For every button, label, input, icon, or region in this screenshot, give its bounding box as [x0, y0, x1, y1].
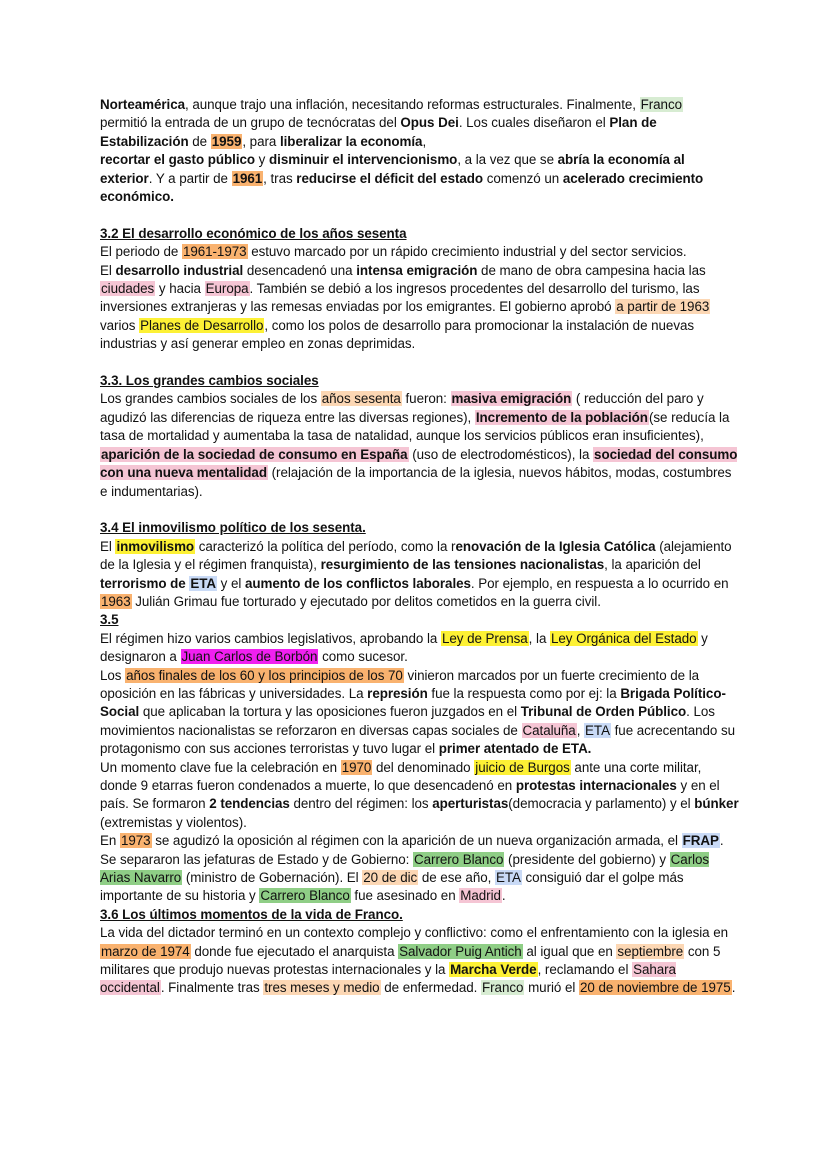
highlight-person: Salvador Puig Antich	[399, 943, 522, 959]
text-run: (presidente del gobierno) y	[504, 851, 670, 867]
highlight-person: Franco	[640, 97, 683, 112]
text-run: , como los polos de desarrollo para promocionar la instalación de nuevas industrias y así generar empleo en zonas deprimidas.	[100, 317, 695, 352]
keyword: 2 tendencias	[209, 796, 290, 812]
text-run: desencadenó una	[243, 262, 357, 278]
text-run: y	[255, 152, 270, 168]
text-run: ( reducción del paro y agudizó las diferencias de riqueza entre las diversas regiones),	[100, 391, 704, 425]
keyword: Opus Dei	[400, 115, 459, 131]
highlight-date: 1961	[232, 170, 263, 186]
keyword: enovación de la Iglesia Católica	[455, 538, 656, 554]
section-heading-3-3: 3.3. Los grandes cambios sociales	[100, 373, 319, 389]
text-run: de	[188, 133, 211, 149]
highlight-date: 20 de dic	[363, 870, 418, 886]
keyword: resurgimiento de las tensiones nacionalistas	[320, 557, 605, 573]
text-run: En	[100, 833, 120, 849]
keyword: protestas internacionales	[515, 777, 677, 793]
highlight-event: Marcha Verde	[450, 962, 537, 978]
text-run: (se reducía la tasa de mortalidad y aumentaba la tasa de natalidad, aunque los servicios públicos eran insuficientes),	[100, 409, 730, 444]
keyword: terrorismo de	[100, 575, 190, 591]
text-run: ,	[576, 722, 585, 738]
paragraph-gap	[100, 354, 740, 372]
keyword: búnker	[694, 796, 739, 812]
highlight-law: Planes de Desarrollo	[140, 317, 264, 333]
keyword: disminuir el intervencionismo	[269, 152, 458, 168]
highlight-place: Cataluña	[522, 722, 576, 738]
keyword: intensa emigración	[356, 262, 478, 278]
text-run: del denominado	[372, 759, 475, 775]
text-run: Un momento clave fue la celebración en	[100, 759, 341, 775]
text-run: Julián Grimau fue torturado y ejecutado por delitos cometidos en la guerra civil.	[131, 593, 601, 609]
highlight-organization: ETA	[190, 575, 216, 591]
text-run: , aunque trajo una inflación, necesitando reformas estructurales. Finalmente,	[185, 97, 640, 112]
keyword: aperturistas	[432, 796, 509, 812]
text-run: , tras	[263, 170, 297, 186]
text-run: de ese año,	[418, 870, 495, 886]
highlight-place: Sahara occidental	[100, 962, 676, 996]
paragraph-gap	[100, 501, 740, 519]
document-page	[100, 96, 740, 998]
text-run: donde fue ejecutado el anarquista	[190, 943, 399, 959]
highlight-place: Europa	[205, 281, 249, 297]
keyword: abría la economía al exterior	[100, 152, 685, 186]
section-3-4-paragraph	[100, 538, 740, 612]
text-run: con 5 militares que produjo nuevas protestas internacionales y la	[100, 943, 721, 978]
paragraph-gap	[100, 206, 740, 224]
highlight-keyword: sociedad del consumo con una nueva mentalidad	[100, 446, 738, 481]
text-run: (uso de electrodomésticos), la	[408, 446, 594, 462]
section-heading-3-6: 3.6 Los últimos momentos de la vida de Franco.	[100, 906, 403, 922]
highlight-organization: ETA	[495, 870, 521, 886]
text-run: , para	[242, 133, 280, 149]
highlight-place: Madrid	[460, 888, 501, 904]
section-3-5-paragraph-4	[100, 832, 740, 906]
text-run: dentro del régimen: los	[289, 796, 433, 812]
section-3-3-paragraph	[100, 390, 740, 500]
highlight-keyword: Incremento de la población	[475, 409, 648, 425]
text-run: Los grandes cambios sociales de los	[100, 391, 321, 407]
highlight-event: juicio de Burgos	[475, 759, 570, 775]
text-run: fueron:	[401, 391, 451, 407]
highlight-date: tres meses y medio	[264, 980, 380, 996]
highlight-date: años sesenta	[321, 391, 401, 407]
text-run: El	[100, 538, 116, 554]
text-run: , la aparición del	[604, 557, 701, 573]
text-run: , reclamando el	[537, 962, 633, 978]
text-run: , a la vez que se	[457, 152, 558, 168]
keyword: Plan de Estabilización	[100, 115, 657, 149]
text-run: como sucesor.	[318, 649, 408, 665]
highlight-date: a partir de 1963	[616, 299, 710, 315]
text-run: vinieron marcados por un fuerte crecimiento de la oposición en las fábricas y universidades. La	[100, 667, 700, 701]
keyword: liberalizar la economía	[279, 133, 423, 149]
highlight-date: 1959	[211, 133, 242, 149]
keyword: Tribunal de Orden Público	[520, 704, 687, 720]
text-run: . Los movimientos nacionalistas se reforzaron en diversas capas sociales de	[100, 704, 715, 738]
highlight-date: 20 de noviembre de 1975	[579, 980, 731, 996]
text-run: . Finalmente tras	[160, 980, 264, 996]
highlight-date: 1970	[341, 759, 372, 775]
text-run: , la	[528, 630, 551, 646]
highlight-date: 1973	[120, 833, 151, 849]
text-run: y designaron a	[100, 630, 708, 665]
intro-paragraph	[100, 96, 740, 206]
section-3-2-paragraph	[100, 243, 740, 353]
text-run: comenzó un	[483, 170, 563, 186]
highlight-keyword: aparición de la sociedad de consumo en España	[101, 446, 408, 462]
highlight-date: septiembre	[617, 943, 684, 959]
highlight-place: ciudades	[101, 281, 155, 297]
text-run: caracterizó la política del período, como la r	[195, 538, 456, 554]
text-run: varios	[100, 317, 140, 333]
highlight-date: años finales de los 60 y los principios de los 70	[126, 667, 403, 683]
text-run: fue la respuesta como por ej: la	[427, 685, 621, 701]
text-run: .	[501, 888, 506, 904]
highlight-person: Carrero Blanco	[414, 851, 504, 867]
highlight-person: Juan Carlos de Borbón	[181, 649, 318, 665]
keyword: represión	[367, 685, 428, 701]
section-3-5-paragraph-1	[100, 630, 740, 667]
highlight-person: Carrero Blanco	[260, 888, 350, 904]
keyword: Brigada Político- Social	[100, 685, 726, 720]
text-run: consiguió dar el golpe más importante de su historia y	[100, 870, 684, 904]
highlight-keyword: masiva emigración	[451, 391, 572, 407]
keyword: aumento de los conflictos laborales	[244, 575, 471, 591]
highlight-organization: ETA	[585, 722, 610, 738]
text-run: (ministro de Gobernación). El	[182, 870, 363, 886]
text-run: . Por ejemplo, en respuesta a lo ocurrido en	[470, 575, 729, 591]
highlight-organization: FRAP	[682, 833, 719, 849]
text-run: El periodo de	[100, 244, 182, 260]
text-run: fue acrecentando su protagonismo con sus acciones terroristas y tuvo lugar el	[100, 722, 736, 757]
highlight-law: Ley de Prensa	[441, 630, 528, 646]
text-run: La vida del dictador terminó en un contexto complejo y conflictivo: como el enfrentamiento con la iglesia en	[100, 925, 729, 941]
text-run: se agudizó la oposición al régimen con la aparición de un nueva organización armada, el	[151, 833, 682, 849]
highlight-keyword: inmovilismo	[116, 538, 195, 554]
section-3-5-paragraph-3	[100, 759, 740, 833]
keyword: reducirse el déficit del estado	[296, 170, 484, 186]
text-run: El régimen hizo varios cambios legislativos, aprobando la	[100, 630, 441, 646]
text-run: . También se debió a los ingresos procedentes del desarrollo del turismo, las inversiones extranjeras y las remesas enviadas por los emigrantes. El gobierno aprobó	[100, 281, 700, 315]
text-run: estuvo marcado por un rápido crecimiento industrial y del sector servicios.	[247, 244, 687, 260]
highlight-date: marzo de 1974	[101, 943, 190, 959]
text-run: . Se separaron las jefaturas de Estado y de Gobierno:	[100, 833, 724, 867]
text-run: .	[731, 980, 736, 996]
text-run: que aplicaban la tortura y las oposiciones fueron juzgados en el	[139, 704, 521, 720]
section-3-6-paragraph	[100, 924, 740, 998]
text-run: murió el	[524, 980, 579, 996]
text-run: fue asesinado en	[350, 888, 460, 904]
text-run: permitió la entrada de un grupo de tecnócratas del	[100, 115, 401, 131]
text-run: (democracia y parlamento) y el	[508, 796, 695, 812]
section-heading-3-5: 3.5	[100, 612, 119, 628]
highlight-person: Franco	[482, 980, 524, 996]
text-run: de mano de obra campesina hacia las	[477, 262, 706, 278]
keyword: Norteamérica	[100, 97, 185, 112]
highlight-person: Carlos Arias Navarro	[100, 851, 710, 886]
text-run: (extremistas y violentos).	[100, 814, 247, 830]
text-run: El	[100, 262, 116, 278]
text-run: . Los cuales diseñaron el	[458, 115, 610, 131]
text-run: ,	[422, 133, 427, 149]
text-run: y hacia	[155, 281, 205, 297]
section-3-5-paragraph-2	[100, 667, 740, 759]
highlight-date: 1961-1973	[182, 244, 247, 260]
text-run: de enfermedad.	[380, 980, 482, 996]
text-run: (alejamiento de la Iglesia y el régimen franquista),	[100, 538, 732, 573]
text-run: Los	[100, 667, 126, 683]
keyword: desarrollo industrial	[115, 262, 244, 278]
text-run: ante una corte militar, donde 9 etarras fueron condenados a muerte, lo que desencadenó en	[100, 759, 702, 793]
keyword: recortar el gasto público	[100, 152, 256, 168]
text-run: . Y a partir de	[148, 170, 232, 186]
text-run: (relajación de la importancia de la iglesia, nuevos hábitos, modas, costumbres e indumentarias).	[100, 465, 732, 499]
keyword: primer atentado de ETA.	[438, 741, 592, 757]
highlight-date: 1963	[101, 593, 131, 609]
text-run: al igual que en	[522, 943, 617, 959]
text-run: y en el país. Se formaron	[100, 777, 720, 812]
text-run: y el	[216, 575, 245, 591]
section-heading-3-2: 3.2 El desarrollo económico de los años sesenta	[100, 225, 407, 241]
section-heading-3-4: 3.4 El inmovilismo político de los sesenta.	[100, 520, 366, 536]
highlight-law: Ley Orgánica del Estado	[551, 630, 697, 646]
keyword: acelerado crecimiento económico.	[100, 170, 704, 205]
